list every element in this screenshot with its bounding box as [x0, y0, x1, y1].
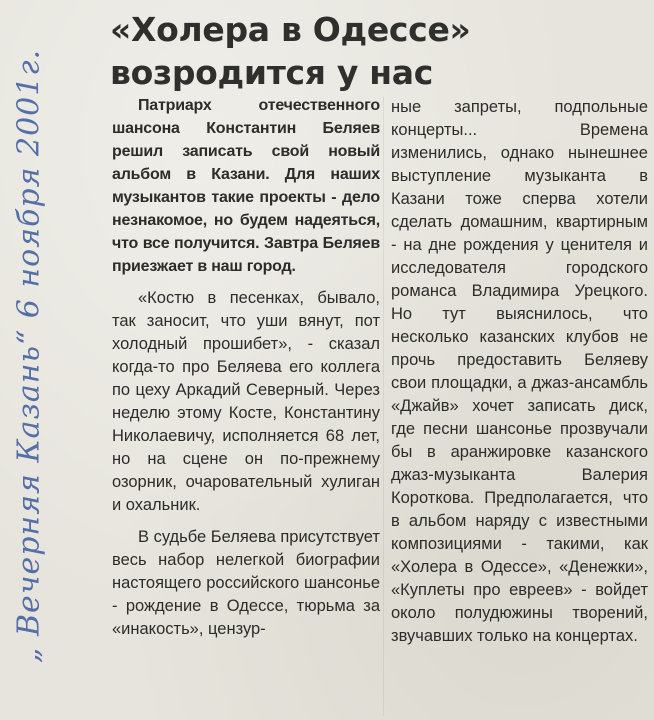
- article-paragraph-2: В судьбе Беляева присутствует весь набор нелегкой биографии настоящего российского шансонье - рождение в Одессе, тюрьма за «инакость», цензур-: [112, 528, 380, 638]
- article-paragraph-1: «Костю в песенках, бывало, так заносит, что уши вянут, пот холодный прошибет», - сказал когда-то про Беляева его коллега по цеху Аркадий Северный. Через неделю этому Косте, Константину Николаевичу, исполняется 68 лет, но на сцене он по-прежнему озорник, очаровательный хулиган и охальник.: [112, 289, 380, 514]
- headline-line-2: возродится у нас: [110, 53, 433, 92]
- column-divider: [383, 96, 384, 716]
- headline-line-1: «Холера в Одессе»: [110, 10, 471, 49]
- article-column-left: [112, 94, 380, 641]
- article-paragraph-3: ные запреты, подпольные концерты... Времена изменились, однако нынешнее выступление музыканта в Казани тоже сперва хотели сделать домашним, квартирным - на дне рождения у ценителя и исследователя городского романса Владимира Урецкого. Но тут выяснилось, что несколько казанских клубов не прочь предоставить Беляеву свои площадки, а джаз-ансамбль «Джайв» хочет записать диск, где песни шансонье прозвучали бы в аранжировке казанского джаз-музыканта Валерия Короткова. Предполагается, что в альбом наряду с известными композициями - такими, как «Холера в Одессе», «Денежки», «Куплеты про евреев» - войдет около полудюжины творений, звучавших только на концертах.: [391, 98, 648, 645]
- handwritten-note-text: „ Вечерняя Казань“ 6 ноября 2001г.: [11, 48, 47, 664]
- article-lead: Патриарх отечественного шансона Константин Беляев решил записать свой новый альбом в Казани. Для наших музыкантов такие проекты - дело незнакомое, но будем надеяться, что все получится. Завтра Беляев приезжает в наш город.: [112, 97, 380, 275]
- handwritten-margin-note: [4, 6, 54, 706]
- article-column-right: [391, 96, 648, 648]
- article-headline: [110, 8, 650, 94]
